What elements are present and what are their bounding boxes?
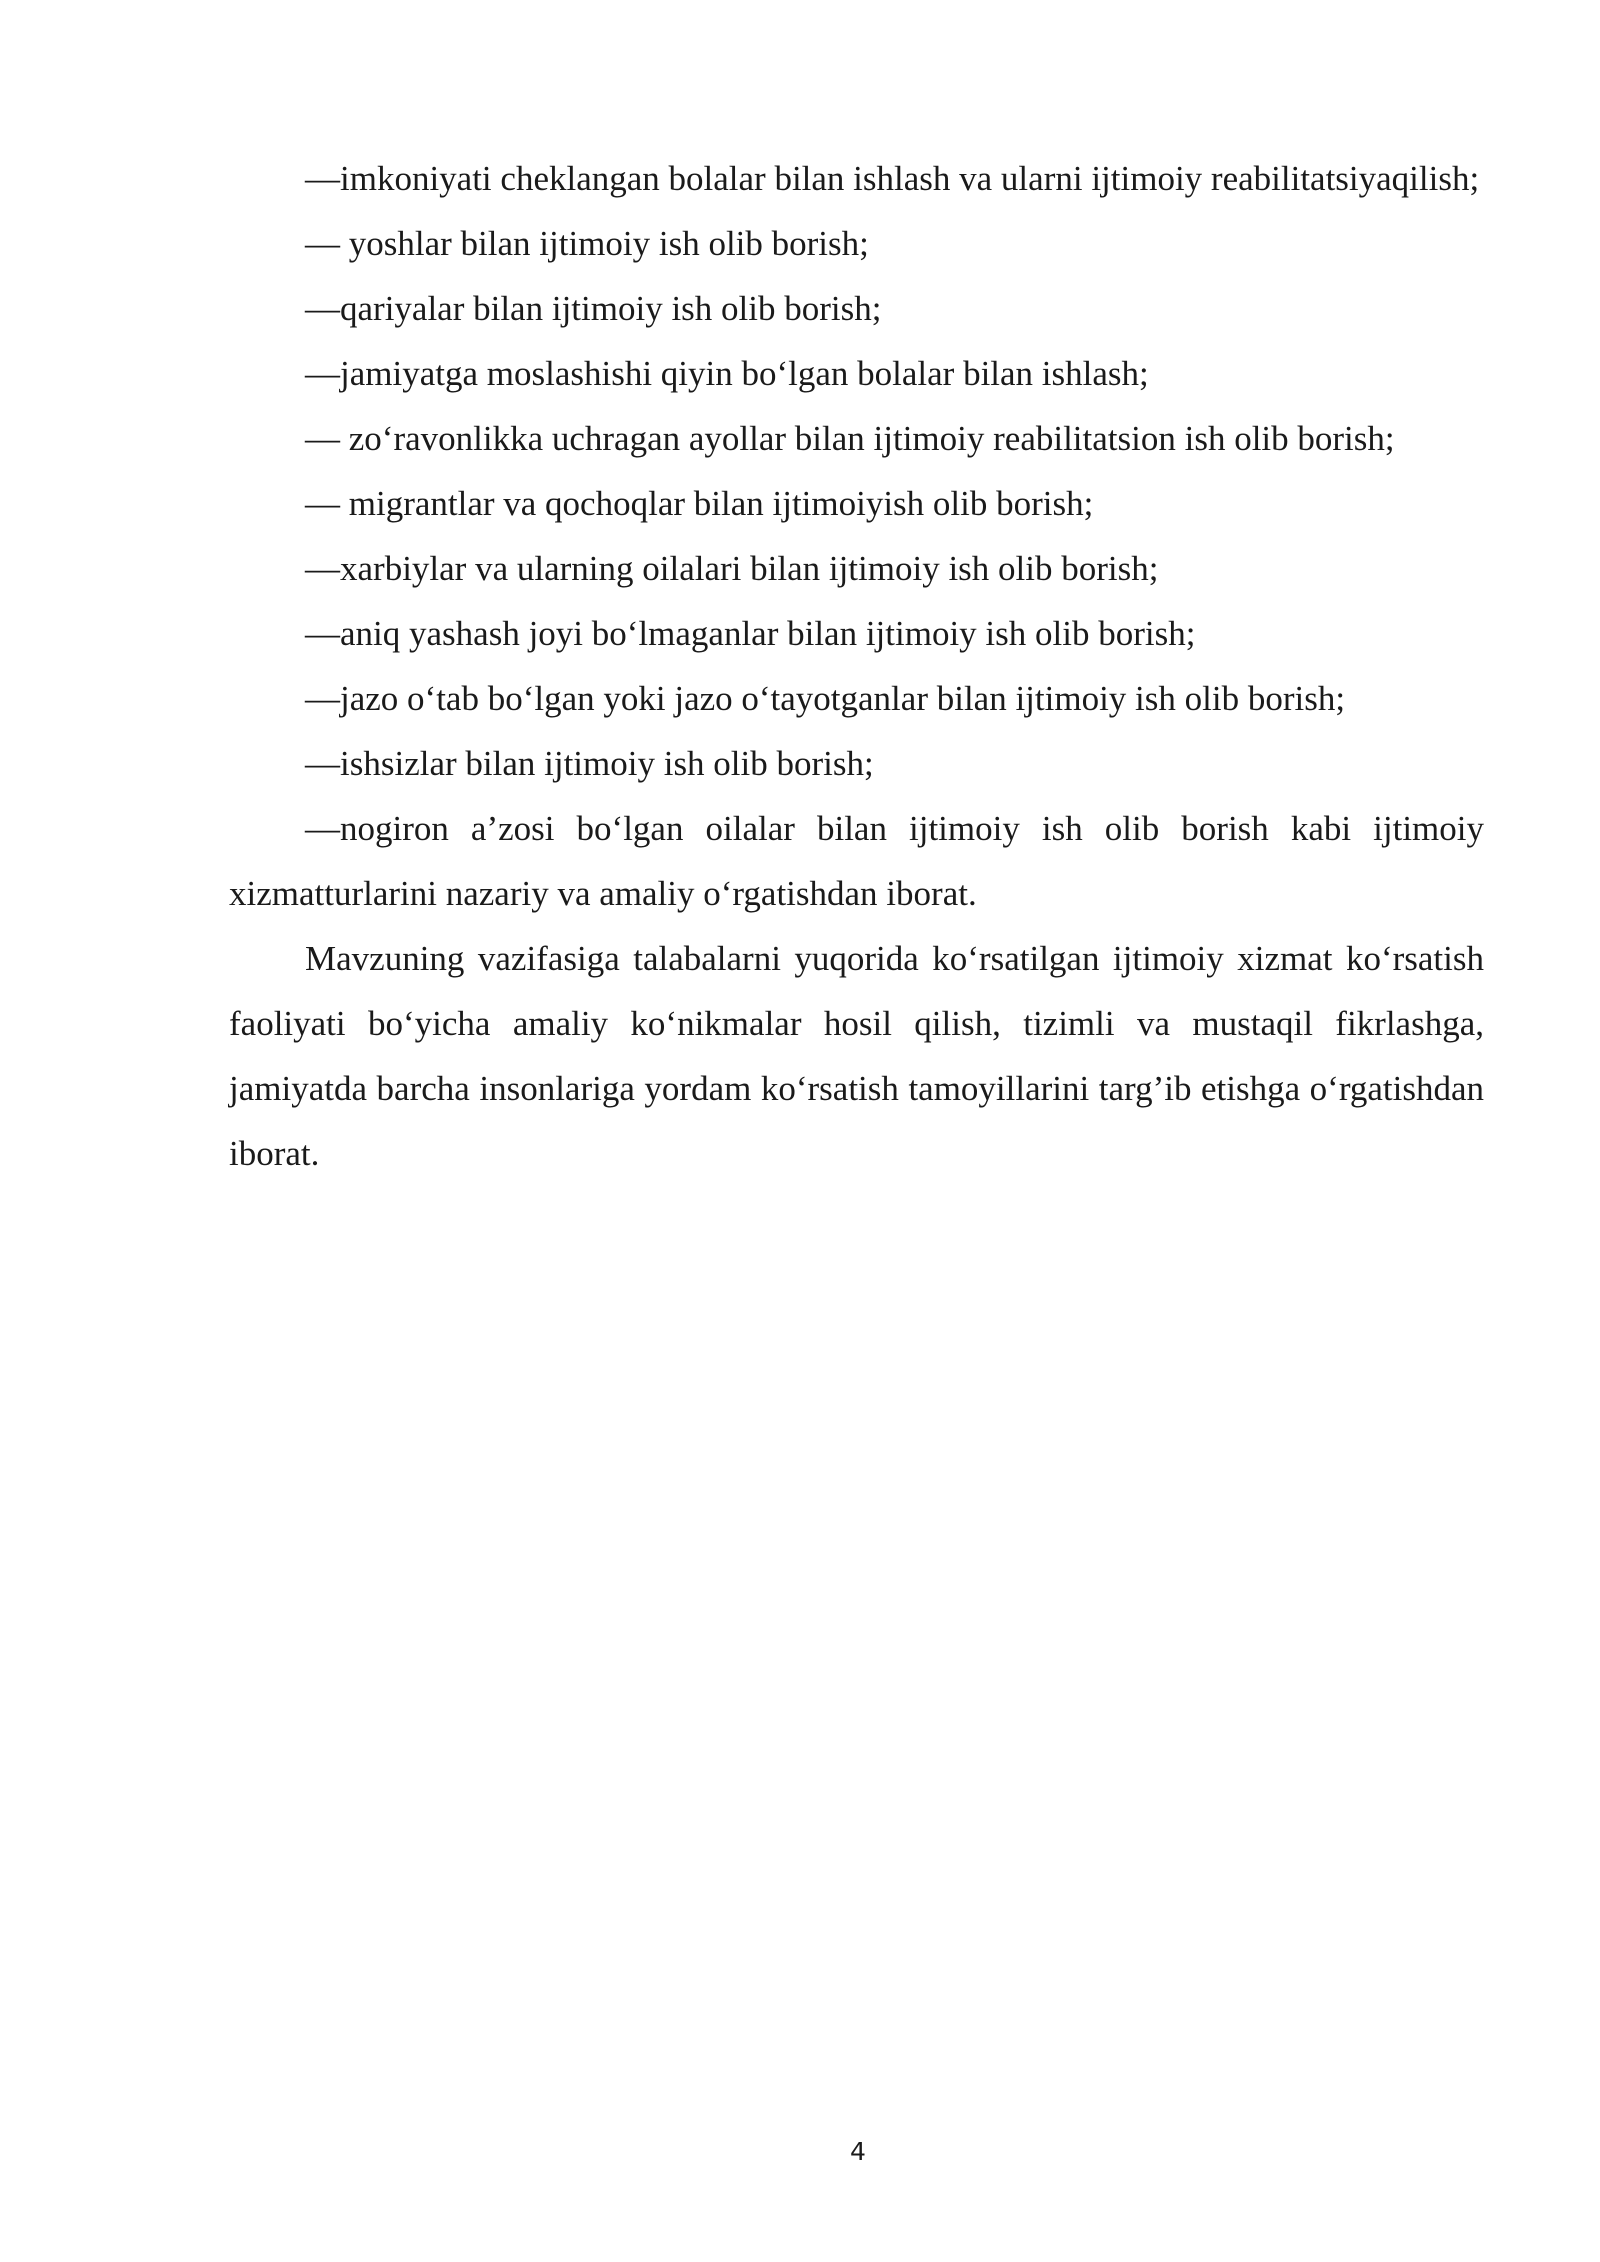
list-item-convicts: —jazo o‘tab bo‘lgan yoki jazo o‘tayotganlar bilan ijtimoiy ish olib borish;	[305, 679, 1346, 718]
list-item-military-families: —xarbiylar va ularning oilalari bilan ijtimoiy ish olib borish;	[305, 549, 1159, 588]
list-item-homeless: —aniq yashash joyi bo‘lmaganlar bilan ijtimoiy ish olib borish;	[305, 614, 1196, 653]
list-item-maladjusted-children: —jamiyatga moslashishi qiyin bo‘lgan bolalar bilan ishlash;	[305, 354, 1149, 393]
list-item-migrants-refugees: — migrantlar va qochoqlar bilan ijtimoiyish olib borish;	[305, 484, 1094, 523]
list-item-elderly: —qariyalar bilan ijtimoiy ish olib borish;	[305, 289, 882, 328]
list-item-youth: — yoshlar bilan ijtimoiy ish olib borish;	[305, 224, 869, 263]
list-item-abused-women: — zo‘ravonlikka uchragan ayollar bilan ijtimoiy reabilitatsion ish olib borish;	[305, 419, 1395, 458]
task-paragraph: Mavzuning vazifasiga talabalarni yuqorida ko‘rsatilgan ijtimoiy xizmat ko‘rsatish faoliyati bo‘yicha amaliy ko‘nikmalar hosil qilish, tizimli va mustaqil fikrlashga, jamiyatda barcha insonlariga yordam ko‘rsatish tamoyillarini targ’ib etishga o‘rgatishdan iborat.	[229, 939, 1484, 1173]
list-item-disabled-families: —nogiron a’zosi bo‘lgan oilalar bilan ijtimoiy ish olib borish kabi ijtimoiy xizmatturlarini nazariy va amaliy o‘rgatishdan iborat.	[229, 809, 1484, 913]
list-item-disabled-children: —imkoniyati cheklangan bolalar bilan ishlash va ularni ijtimoiy reabilitatsiyaqilish;	[305, 159, 1480, 198]
page-number	[0, 2137, 1600, 2167]
page-number-text: 4	[850, 2137, 866, 2166]
list-item-unemployed: —ishsizlar bilan ijtimoiy ish olib borish;	[305, 744, 874, 783]
body-text	[229, 146, 1484, 1186]
